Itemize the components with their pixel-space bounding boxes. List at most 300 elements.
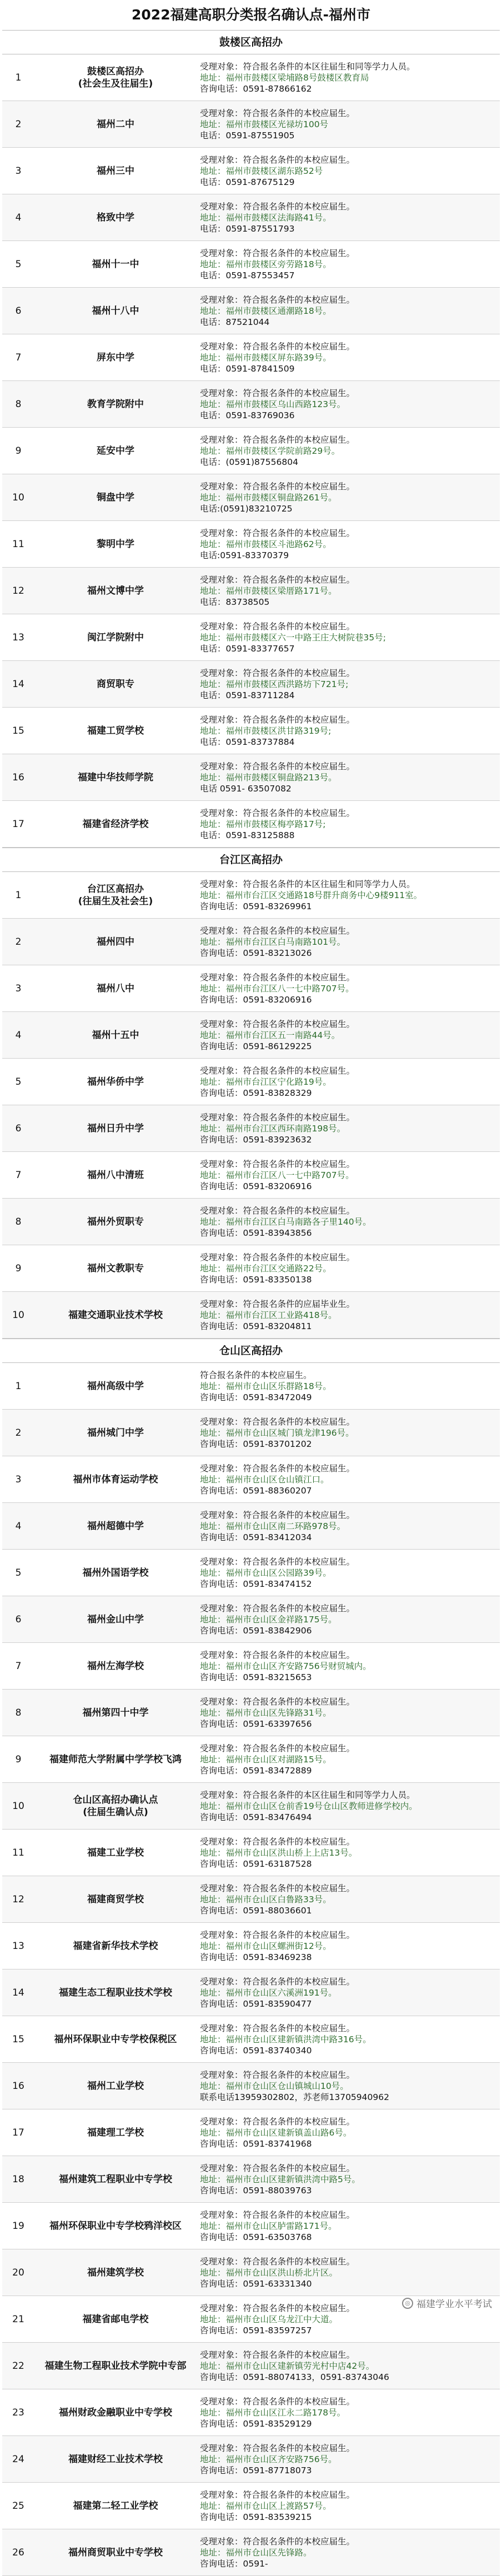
school-name: 福州建筑学校 bbox=[87, 2267, 144, 2278]
address-text: 地址：福州市鼓楼区法海路41号。 bbox=[200, 212, 332, 223]
address-text: 地址：福州市鼓楼区通潮路18号。 bbox=[200, 305, 332, 316]
address-text: 地址：福州市仓山区公园路39号。 bbox=[200, 1567, 332, 1578]
eligibility-text: 受理对象：符合报名条件的本区往届生和同等学力人员。 bbox=[200, 1790, 415, 1800]
school-name: 闽江学院附中 bbox=[87, 632, 144, 643]
phone-text: 电话：0591-87553457 bbox=[200, 270, 295, 280]
row-info bbox=[197, 334, 500, 380]
eligibility-text: 受理对象：符合报名条件的本校应届生。 bbox=[200, 2069, 355, 2080]
phone-text: 咨询电话：0591-63187528 bbox=[200, 1858, 312, 1869]
row-info bbox=[197, 1105, 500, 1151]
phone-text: 咨询电话：0591-83529129 bbox=[200, 2418, 312, 2429]
school-name: 福州环保职业中专学校保税区 bbox=[54, 2033, 177, 2045]
row-number: 4 bbox=[15, 1520, 22, 1532]
phone-text: 咨询电话：0591-83269961 bbox=[200, 901, 312, 911]
table-row bbox=[2, 1690, 500, 1736]
row-info bbox=[197, 1059, 500, 1105]
section-header: 鼓楼区高招办 bbox=[2, 30, 500, 54]
row-info bbox=[197, 1596, 500, 1642]
table-row bbox=[2, 1596, 500, 1643]
school-name: 福建中华技师学院 bbox=[78, 771, 153, 783]
row-number: 1 bbox=[15, 1380, 22, 1392]
row-number: 16 bbox=[12, 771, 24, 783]
row-info bbox=[197, 614, 500, 660]
phone-text: 咨询电话：0591-83350138 bbox=[200, 1274, 312, 1285]
table-row bbox=[2, 288, 500, 334]
address-text: 地址：福州市仓山区洪山桥北片区。 bbox=[200, 2267, 338, 2278]
row-info bbox=[197, 148, 500, 194]
row-info bbox=[197, 1456, 500, 1502]
row-info bbox=[197, 1969, 500, 2016]
row-info bbox=[197, 521, 500, 567]
row-number: 5 bbox=[15, 1076, 22, 1087]
row-number: 23 bbox=[12, 2407, 24, 2418]
row-number: 2 bbox=[15, 118, 22, 130]
school-name: 福建工业学校 bbox=[87, 1847, 144, 1858]
phone-text: 电话：0591-83377657 bbox=[200, 643, 295, 654]
table-row bbox=[2, 428, 500, 474]
row-number: 6 bbox=[15, 1122, 22, 1134]
address-text: 地址：福州市台江区八一七中路707号。 bbox=[200, 983, 354, 994]
eligibility-text: 受理对象：符合报名条件的本校应届生。 bbox=[200, 1205, 355, 1216]
row-info bbox=[197, 474, 500, 520]
school-name: 延安中学 bbox=[97, 445, 134, 457]
table-row bbox=[2, 1410, 500, 1456]
row-number: 14 bbox=[12, 1987, 24, 1998]
table-row bbox=[2, 334, 500, 381]
table-row bbox=[2, 801, 500, 848]
eligibility-text: 受理对象：符合报名条件的本校应届生。 bbox=[200, 2209, 355, 2220]
school-name: 福建商贸学校 bbox=[87, 1893, 144, 1905]
row-number: 1 bbox=[15, 889, 22, 901]
row-info bbox=[197, 2483, 500, 2529]
eligibility-text: 受理对象：符合报名条件的本校应届生。 bbox=[200, 1019, 355, 1029]
eligibility-text: 受理对象：符合报名条件的本校应届生。 bbox=[200, 434, 355, 445]
eligibility-text: 受理对象：符合报名条件的应届毕业生。 bbox=[200, 1299, 355, 1309]
school-name: 福建第二轻工业学校 bbox=[73, 2500, 158, 2512]
eligibility-text: 受理对象：符合报名条件的本校应届生。 bbox=[200, 1556, 355, 1567]
row-info bbox=[197, 2016, 500, 2062]
row-number: 24 bbox=[12, 2453, 24, 2465]
row-number: 5 bbox=[15, 1567, 22, 1578]
table-row bbox=[2, 101, 500, 148]
row-number: 14 bbox=[12, 678, 24, 690]
school-name: 福州十五中 bbox=[92, 1029, 139, 1041]
row-number: 7 bbox=[15, 1169, 22, 1181]
address-text: 地址：福州市仓山区建新镇洪湾中路316号。 bbox=[200, 2034, 372, 2044]
row-info bbox=[197, 1643, 500, 1689]
school-name: 福州文教职专 bbox=[87, 1262, 144, 1274]
row-info bbox=[197, 1012, 500, 1058]
school-name: 福州工业学校 bbox=[87, 2080, 144, 2092]
row-info bbox=[197, 2109, 500, 2156]
row-number: 10 bbox=[12, 1309, 24, 1321]
phone-text: 电话：0591-83125888 bbox=[200, 830, 295, 840]
phone-text: 咨询电话：0591-83204811 bbox=[200, 1321, 312, 1331]
address-text: 地址：福州市台江区五一南路44号。 bbox=[200, 1030, 340, 1040]
row-number: 7 bbox=[15, 1660, 22, 1672]
school-name: 福州商贸职业中专学校 bbox=[68, 2547, 163, 2558]
eligibility-text: 受理对象：符合报名条件的本校应届生。 bbox=[200, 2349, 355, 2360]
phone-text: 咨询电话：0591-83213026 bbox=[200, 948, 312, 958]
row-info bbox=[197, 2436, 500, 2482]
school-name: 福建省新华技术学校 bbox=[73, 1940, 158, 1952]
eligibility-text: 受理对象：符合报名条件的本校应届生。 bbox=[200, 528, 355, 538]
school-name: 福州八中清班 bbox=[87, 1169, 144, 1181]
row-info bbox=[197, 1292, 500, 1338]
row-number: 18 bbox=[12, 2173, 24, 2185]
eligibility-text: 受理对象：符合报名条件的本校应届生。 bbox=[200, 2023, 355, 2033]
address-text: 地址：福州市仓山区先锋路。 bbox=[200, 2547, 312, 2558]
row-number: 17 bbox=[12, 818, 24, 830]
phone-text: 咨询电话：0591-83206916 bbox=[200, 1181, 312, 1191]
table-row bbox=[2, 1503, 500, 1550]
school-name: 福建理工学校 bbox=[87, 2127, 144, 2138]
phone-text: 电话：0591-87551793 bbox=[200, 223, 295, 234]
address-text: 地址：福州市台江区西环南路198号。 bbox=[200, 1123, 346, 1134]
address-text: 地址：福州市仓山区上渡路57号。 bbox=[200, 2500, 332, 2511]
school-name: 福州外国语学校 bbox=[82, 1567, 149, 1578]
school-name: 教育学院附中 bbox=[87, 398, 144, 410]
table-row bbox=[2, 614, 500, 661]
school-name: 屏东中学 bbox=[97, 352, 134, 363]
table-row bbox=[2, 54, 500, 101]
table-row bbox=[2, 1736, 500, 1783]
table-row bbox=[2, 1550, 500, 1596]
eligibility-text: 受理对象：符合报名条件的本校应届生。 bbox=[200, 2303, 355, 2313]
row-number: 3 bbox=[15, 983, 22, 994]
address-text: 地址：福州市仓山区齐安路756号。 bbox=[200, 2454, 337, 2464]
address-text: 地址：福州市仓山区建新镇盖山路6号。 bbox=[200, 2127, 352, 2138]
address-text: 地址：福州市仓山区仓山镇江口。 bbox=[200, 1474, 329, 1485]
row-info bbox=[197, 1923, 500, 1969]
eligibility-text: 受理对象：符合报名条件的本校应届生。 bbox=[200, 341, 355, 352]
eligibility-text: 受理对象：符合报名条件的本校应届生。 bbox=[200, 1603, 355, 1613]
table-row bbox=[2, 2389, 500, 2436]
eligibility-text: 受理对象：符合报名条件的本校应届生。 bbox=[200, 1416, 355, 1427]
eligibility-text: 受理对象：符合报名条件的本校应届生。 bbox=[200, 1883, 355, 1893]
address-text: 地址：福州市鼓楼区梁埔路8号鼓楼区教育局 bbox=[200, 72, 369, 83]
address-text: 地址：福州市鼓楼区铜盘路261号。 bbox=[200, 492, 337, 503]
school-name: 格致中学 bbox=[97, 212, 134, 223]
phone-text: 电话：(0591)87556804 bbox=[200, 457, 298, 467]
table-row bbox=[2, 2109, 500, 2156]
row-info bbox=[197, 381, 500, 427]
phone-text: 咨询电话：0591-83842906 bbox=[200, 1625, 312, 1636]
eligibility-text: 受理对象：符合报名条件的本校应届生。 bbox=[200, 2489, 355, 2500]
row-number: 11 bbox=[12, 538, 24, 550]
phone-text: 咨询电话：0591-88360207 bbox=[200, 1485, 312, 1496]
row-number: 6 bbox=[15, 305, 22, 317]
address-text: 地址：福州市台江区宁化路19号。 bbox=[200, 1076, 332, 1087]
eligibility-text: 受理对象：符合报名条件的本校应届生。 bbox=[200, 2256, 355, 2267]
phone-text: 电话：83738505 bbox=[200, 597, 270, 607]
address-text: 地址：福州市仓山区南二环路978号。 bbox=[200, 1521, 346, 1531]
row-info bbox=[197, 2249, 500, 2296]
school-name: 福州二中 bbox=[97, 118, 134, 130]
table-row bbox=[2, 1456, 500, 1503]
table-row bbox=[2, 1105, 500, 1152]
phone-text: 咨询电话：0591-83474152 bbox=[200, 1578, 312, 1589]
table-row bbox=[2, 1059, 500, 1105]
eligibility-text: 受理对象：符合报名条件的本校应届生。 bbox=[200, 248, 355, 258]
school-name: 福建省邮电学校 bbox=[82, 2313, 149, 2325]
row-number: 3 bbox=[15, 165, 22, 177]
eligibility-text: 符合报名条件的本校应届生。 bbox=[200, 1370, 312, 1380]
row-number: 1 bbox=[15, 72, 22, 83]
row-info bbox=[197, 2063, 500, 2109]
address-text: 地址：福州市仓山区仓前香19号仓山区教师进修学校内。 bbox=[200, 1801, 418, 1811]
row-info bbox=[197, 101, 500, 147]
phone-text: 咨询电话：0591-83472889 bbox=[200, 1765, 312, 1776]
table-row bbox=[2, 521, 500, 568]
address-text: 地址：福州市仓山区先锋路31号。 bbox=[200, 1707, 332, 1718]
row-info bbox=[197, 708, 500, 754]
row-info bbox=[197, 1736, 500, 1782]
row-number: 22 bbox=[12, 2360, 24, 2372]
row-number: 9 bbox=[15, 445, 22, 457]
row-number: 19 bbox=[12, 2220, 24, 2232]
row-info bbox=[197, 661, 500, 707]
eligibility-text: 受理对象：符合报名条件的本校应届生。 bbox=[200, 1650, 355, 1660]
address-text: 地址：福州市台江区交通路22号。 bbox=[200, 1263, 332, 1274]
table-row bbox=[2, 1245, 500, 1292]
row-number: 8 bbox=[15, 1707, 22, 1718]
row-number: 13 bbox=[12, 632, 24, 643]
row-info bbox=[197, 1245, 500, 1291]
school-name: 福州三中 bbox=[97, 165, 134, 177]
phone-text: 咨询电话：0591-83740340 bbox=[200, 2045, 312, 2056]
address-text: 地址：福州市仓山区六溪洲191号。 bbox=[200, 1987, 337, 1998]
eligibility-text: 受理对象：符合报名条件的本校应届生。 bbox=[200, 668, 355, 678]
phone-text: 电话 0591- 63507082 bbox=[200, 783, 292, 794]
eligibility-text: 受理对象：符合报名条件的本校应届生。 bbox=[200, 714, 355, 725]
table-row bbox=[2, 919, 500, 965]
address-text: 地址：福州市仓山区胪雷路171号。 bbox=[200, 2221, 337, 2231]
address-text: 地址：福州市鼓楼区斗池路62号。 bbox=[200, 539, 332, 549]
table-row bbox=[2, 1876, 500, 1923]
phone-text: 咨询电话：0591-83472049 bbox=[200, 1392, 312, 1402]
phone-text: 咨询电话：0591-86129225 bbox=[200, 1041, 312, 1051]
row-number: 25 bbox=[12, 2500, 24, 2512]
row-number: 15 bbox=[12, 725, 24, 736]
address-text: 地址：福州市仓山区洪山桥上上店13号。 bbox=[200, 1847, 358, 1858]
table-row bbox=[2, 148, 500, 194]
table-row bbox=[2, 1969, 500, 2016]
row-number: 2 bbox=[15, 1427, 22, 1439]
table-row bbox=[2, 2016, 500, 2063]
eligibility-text: 受理对象：符合报名条件的本校应届生。 bbox=[200, 1463, 355, 1474]
section-header: 台江区高招办 bbox=[2, 848, 500, 872]
row-info bbox=[197, 801, 500, 847]
row-info bbox=[197, 194, 500, 240]
school-name: 福州市体育运动学校 bbox=[73, 1474, 158, 1485]
school-name: 铜盘中学 bbox=[97, 492, 134, 503]
school-name: 鼓楼区高招办 (社会生及往届生) bbox=[78, 66, 153, 89]
table-row bbox=[2, 661, 500, 708]
row-number: 7 bbox=[15, 352, 22, 363]
phone-text: 电话：0591-87841509 bbox=[200, 363, 295, 374]
address-text: 地址：福州市鼓楼区梅亭路17号; bbox=[200, 819, 326, 829]
address-text: 地址：福州市台江区八一七中路707号。 bbox=[200, 1170, 354, 1180]
row-info bbox=[197, 428, 500, 474]
address-text: 地址：福州市台江区交通路18号群升商务中心9楼911室。 bbox=[200, 890, 423, 900]
school-name: 福州城门中学 bbox=[87, 1427, 144, 1439]
row-info bbox=[197, 2389, 500, 2435]
school-name: 福州左海学校 bbox=[87, 1660, 144, 1672]
row-info bbox=[197, 1503, 500, 1549]
school-name: 福州文博中学 bbox=[87, 585, 144, 597]
eligibility-text: 受理对象：符合报名条件的本区往届生和同等学力人员。 bbox=[200, 61, 415, 72]
row-info bbox=[197, 1550, 500, 1596]
eligibility-text: 受理对象：符合报名条件的本校应届生。 bbox=[200, 2396, 355, 2407]
address-text: 地址：福州市仓山区建新镇洪湾中路5号。 bbox=[200, 2174, 360, 2184]
eligibility-text: 受理对象：符合报名条件的本校应届生。 bbox=[200, 2116, 355, 2127]
school-name: 福州华侨中学 bbox=[87, 1076, 144, 1087]
eligibility-text: 受理对象：符合报名条件的本校应届生。 bbox=[200, 972, 355, 983]
row-info bbox=[197, 1783, 500, 1829]
table-row bbox=[2, 1643, 500, 1690]
phone-text: 电话：0591-83769036 bbox=[200, 410, 295, 420]
school-name: 福建师范大学附属中学学校飞鸿 bbox=[49, 1753, 182, 1765]
school-name: 福州十八中 bbox=[92, 305, 139, 317]
phone-text: 咨询电话：0591-63331340 bbox=[200, 2278, 312, 2289]
phone-text: 咨询电话：0591-87718073 bbox=[200, 2465, 312, 2475]
table-row bbox=[2, 241, 500, 288]
page-title: 2022福建高职分类报名确认点-福州市 bbox=[132, 7, 370, 23]
row-number: 4 bbox=[15, 212, 22, 223]
table-row bbox=[2, 965, 500, 1012]
row-info bbox=[197, 1410, 500, 1456]
phone-text: 咨询电话：0591-83701202 bbox=[200, 1439, 312, 1449]
row-number: 2 bbox=[15, 936, 22, 948]
phone-text: 咨询电话：0591-83597257 bbox=[200, 2325, 312, 2336]
table-row bbox=[2, 708, 500, 754]
table-row bbox=[2, 2249, 500, 2296]
school-name: 福州四中 bbox=[97, 936, 134, 948]
row-info bbox=[197, 965, 500, 1011]
address-text: 地址：福州市仓山区建新镇劳光村中店42号。 bbox=[200, 2361, 375, 2371]
row-info bbox=[197, 754, 500, 800]
row-number: 4 bbox=[15, 1029, 22, 1041]
table-row bbox=[2, 474, 500, 521]
address-text: 地址：福州市仓山区螺洲街12号。 bbox=[200, 1941, 332, 1951]
eligibility-text: 受理对象：符合报名条件的本校应届生。 bbox=[200, 925, 355, 936]
address-text: 地址：福州市仓山区乐群路18号。 bbox=[200, 1381, 332, 1391]
phone-text: 咨询电话：0591-83828329 bbox=[200, 1087, 312, 1098]
address-text: 地址：福州市鼓楼区梁厝路171号。 bbox=[200, 585, 337, 596]
table-row bbox=[2, 1783, 500, 1830]
eligibility-text: 受理对象：符合报名条件的本校应届生。 bbox=[200, 294, 355, 305]
eligibility-text: 受理对象：符合报名条件的本校应届生。 bbox=[200, 1252, 355, 1262]
row-number: 12 bbox=[12, 585, 24, 597]
row-number: 16 bbox=[12, 2080, 24, 2092]
address-text: 地址：福州市鼓楼区铜盘路213号。 bbox=[200, 772, 337, 783]
eligibility-text: 受理对象：符合报名条件的本校应届生。 bbox=[200, 808, 355, 818]
row-number: 9 bbox=[15, 1262, 22, 1274]
row-number: 13 bbox=[12, 1940, 24, 1952]
address-text: 地址：福州市鼓楼区屏东路39号。 bbox=[200, 352, 332, 363]
phone-text: 咨询电话：0591-83741968 bbox=[200, 2138, 312, 2149]
school-name: 福建工贸学校 bbox=[87, 725, 144, 736]
eligibility-text: 受理对象：符合报名条件的本校应届生。 bbox=[200, 574, 355, 585]
row-number: 8 bbox=[15, 398, 22, 410]
table-row bbox=[2, 1363, 500, 1410]
row-number: 8 bbox=[15, 1216, 22, 1227]
phone-text: 咨询电话：0591-63397656 bbox=[200, 1718, 312, 1729]
phone-text: 咨询电话：0591-83590477 bbox=[200, 1998, 312, 2009]
row-info bbox=[197, 1690, 500, 1736]
address-text: 地址：福州市鼓楼区洪甘路319号; bbox=[200, 725, 332, 736]
address-text: 地址：福州市鼓楼区旁劳路18号。 bbox=[200, 259, 332, 269]
table-row bbox=[2, 754, 500, 801]
row-number: 3 bbox=[15, 1474, 22, 1485]
phone-text: 咨询电话：0591-83943856 bbox=[200, 1227, 312, 1238]
school-name: 福州八中 bbox=[97, 983, 134, 994]
row-number: 9 bbox=[15, 1753, 22, 1765]
phone-text: 咨询电话：0591-88036601 bbox=[200, 1905, 312, 1916]
row-info bbox=[197, 1363, 500, 1409]
phone-text: 电话：0591-83737884 bbox=[200, 736, 295, 747]
eligibility-text: 受理对象：符合报名条件的本校应届生。 bbox=[200, 154, 355, 165]
address-text: 地址：福州市鼓楼区六一中路王庄大树院巷35号; bbox=[200, 632, 386, 643]
phone-text: 咨询电话：0591-83539215 bbox=[200, 2512, 312, 2522]
table-row bbox=[2, 2436, 500, 2483]
row-info bbox=[197, 2156, 500, 2202]
eligibility-text: 受理对象：符合报名条件的本校应届生。 bbox=[200, 621, 355, 632]
table-row bbox=[2, 2343, 500, 2389]
row-info bbox=[197, 568, 500, 614]
school-name: 福州环保职业中专学校鸦洋校区 bbox=[49, 2220, 182, 2232]
row-info bbox=[197, 2343, 500, 2389]
school-name: 福州第四十中学 bbox=[82, 1707, 149, 1718]
address-text: 地址：福州市台江区工业路418号。 bbox=[200, 1310, 337, 1320]
phone-text: 咨询电话：0591-63503768 bbox=[200, 2232, 312, 2242]
address-text: 地址：福州市仓山区仓山镇城山10号。 bbox=[200, 2081, 349, 2091]
phone-text: 咨询电话：0591-83923632 bbox=[200, 1134, 312, 1145]
row-number: 26 bbox=[12, 2547, 24, 2558]
table-row bbox=[2, 1923, 500, 1969]
table-row bbox=[2, 872, 500, 919]
school-name: 商贸职专 bbox=[97, 678, 134, 690]
school-name: 福建省经济学校 bbox=[82, 818, 149, 830]
table-row bbox=[2, 194, 500, 241]
address-text: 地址：福州市仓山区对湖路15号。 bbox=[200, 1754, 332, 1765]
phone-text: 电话:0591-83370379 bbox=[200, 550, 289, 560]
watermark-text: 福建学业水平考试 bbox=[416, 2299, 492, 2310]
address-text: 地址：福州市鼓楼区学院前路29号。 bbox=[200, 445, 340, 456]
phone-text: 咨询电话：0591-88074133，0591-83743046 bbox=[200, 2372, 389, 2382]
table-row bbox=[2, 1199, 500, 1245]
phone-text: 咨询电话：0591- bbox=[200, 2558, 268, 2569]
row-number: 11 bbox=[12, 1847, 24, 1858]
eligibility-text: 受理对象：符合报名条件的本校应届生。 bbox=[200, 1065, 355, 1076]
school-name: 福州外贸职专 bbox=[87, 1216, 144, 1227]
eligibility-text: 受理对象：符合报名条件的本校应届生。 bbox=[200, 481, 355, 492]
school-name: 福建生物工程职业技术学院中专部 bbox=[44, 2360, 187, 2372]
phone-text: 咨询电话：0591-83215653 bbox=[200, 1672, 312, 1682]
school-name: 福建财经工业技术学校 bbox=[68, 2453, 163, 2465]
table-row bbox=[2, 2203, 500, 2249]
watermark bbox=[402, 2296, 492, 2310]
table-row bbox=[2, 2063, 500, 2109]
table-row bbox=[2, 1292, 500, 1339]
table-row bbox=[2, 568, 500, 614]
eligibility-text: 受理对象：符合报名条件的本校应届生。 bbox=[200, 1112, 355, 1122]
school-name: 福州高级中学 bbox=[87, 1380, 144, 1392]
eligibility-text: 受理对象：符合报名条件的本校应届生。 bbox=[200, 108, 355, 118]
school-name: 福建生态工程职业技术学校 bbox=[59, 1987, 172, 1998]
school-name: 仓山区高招办确认点 (往届生确认点) bbox=[73, 1794, 158, 1818]
